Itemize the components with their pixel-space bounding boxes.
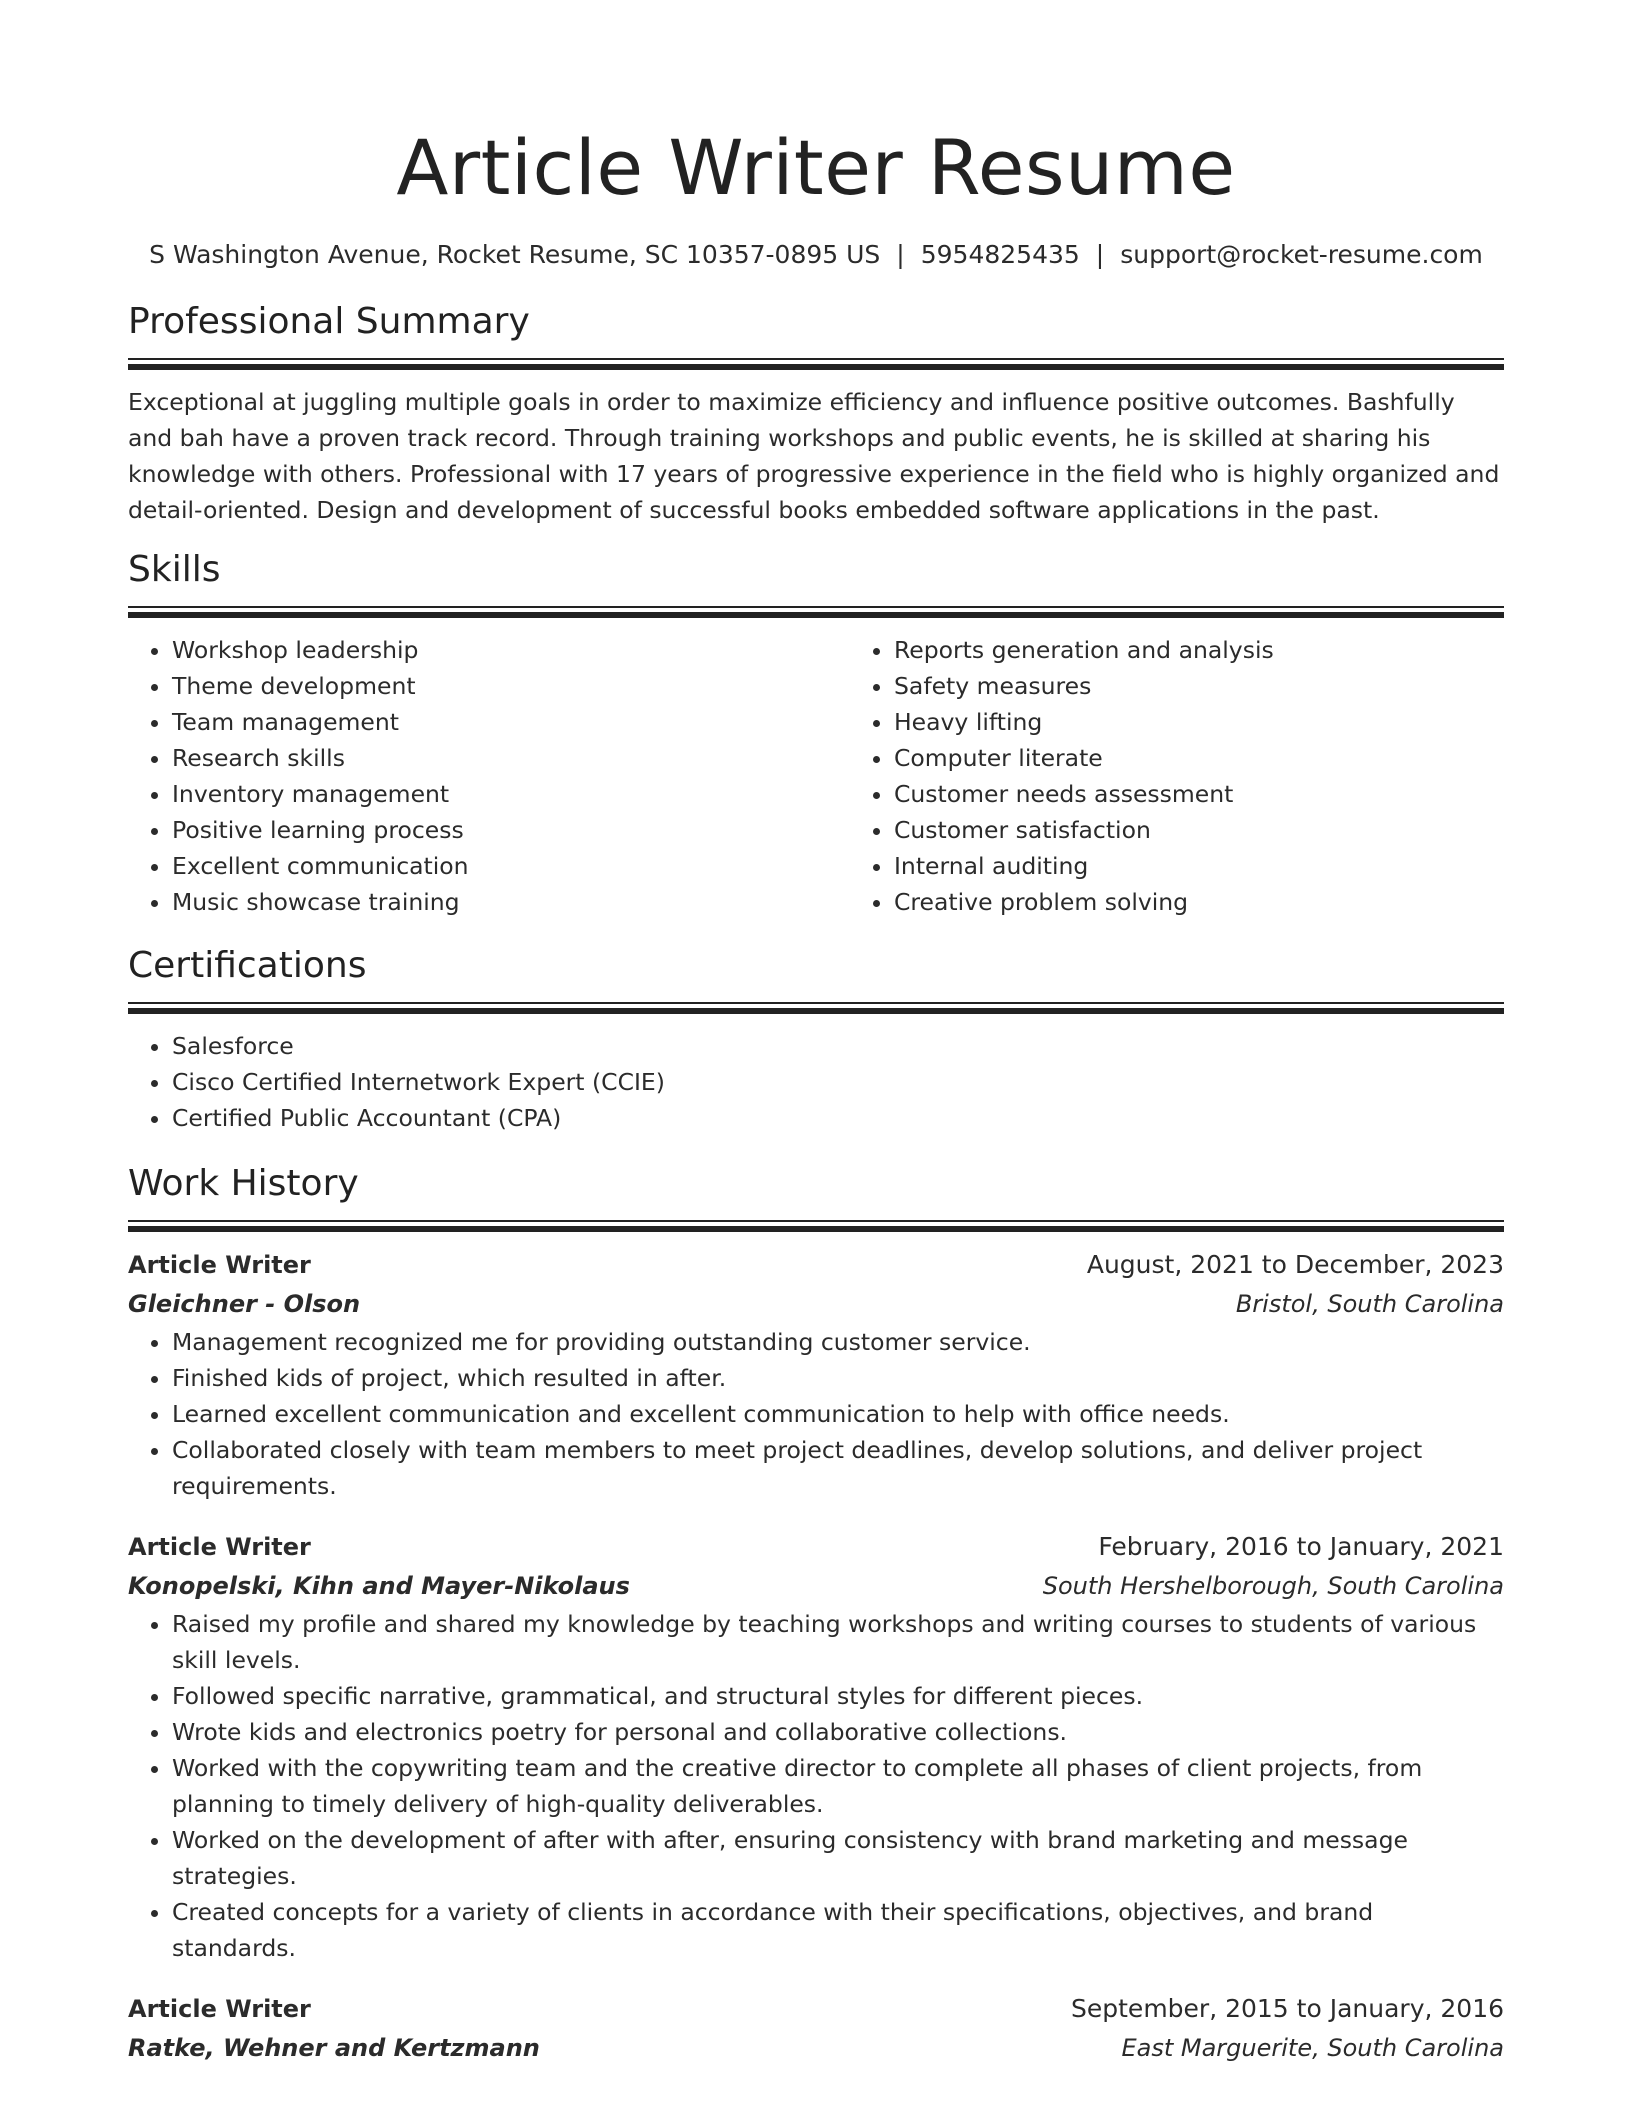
skill-item: • Inventory management [172, 776, 850, 812]
job-company: Gleichner - Olson [128, 1290, 361, 1318]
skills-list-right [850, 632, 1572, 920]
contact-separator: | [1095, 240, 1105, 269]
skill-item: • Excellent communication [172, 848, 850, 884]
skill-item: • Customer needs assessment [894, 776, 1572, 812]
work-history-heading: Work History [128, 1163, 359, 1204]
skill-item: • Safety measures [894, 668, 1572, 704]
job-duty: • Worked on the development of after with after, ensuring consistency with brand marketing and message strategies. [172, 1822, 1504, 1894]
job-duty: • Collaborated closely with team members to meet project deadlines, develop solutions, and deliver project requirements. [172, 1432, 1504, 1504]
certification-item: • Salesforce [172, 1028, 1504, 1064]
job-location: Bristol, South Carolina [1235, 1290, 1504, 1318]
contact-address: S Washington Avenue, Rocket Resume, SC 10357-0895 US [149, 240, 881, 269]
skill-item: • Internal auditing [894, 848, 1572, 884]
job-company: Ratke, Wehner and Kertzmann [128, 2034, 540, 2062]
contact-email: support@rocket-resume.com [1120, 240, 1483, 269]
skill-item: • Team management [172, 704, 850, 740]
certifications-list [128, 1028, 1504, 1136]
section-divider [128, 606, 1504, 618]
job-header [128, 1990, 1504, 2028]
section-divider [128, 1002, 1504, 1014]
resume-page [128, 0, 1504, 2068]
job-duty: • Finished kids of project, which resulted in after. [172, 1360, 1504, 1396]
job-dates: August, 2021 to December, 2023 [1086, 1250, 1504, 1279]
job-duty: • Followed specific narrative, grammatical, and structural styles for different pieces. [172, 1678, 1504, 1714]
job-duties [128, 1606, 1504, 1966]
certification-item: • Certified Public Accountant (CPA) [172, 1100, 1504, 1136]
job-company: Konopelski, Kihn and Mayer-Nikolaus [128, 1572, 630, 1600]
skill-item: • Research skills [172, 740, 850, 776]
job-duty: • Raised my profile and shared my knowledge by teaching workshops and writing courses to students of various skill levels. [172, 1606, 1504, 1678]
job-entry [128, 1528, 1504, 1966]
job-duty: • Management recognized me for providing outstanding customer service. [172, 1324, 1504, 1360]
summary-section [128, 298, 1504, 528]
skill-item: • Reports generation and analysis [894, 632, 1572, 668]
job-dates: September, 2015 to January, 2016 [1071, 1994, 1504, 2023]
job-title: Article Writer [128, 1995, 311, 2023]
job-entry [128, 1990, 1504, 2068]
job-subheader [128, 1566, 1504, 1606]
certifications-section [128, 942, 1504, 1136]
job-entry [128, 1246, 1504, 1504]
job-duties [128, 1324, 1504, 1504]
skill-item: • Theme development [172, 668, 850, 704]
job-subheader [128, 2028, 1504, 2068]
contact-separator: | [896, 240, 905, 269]
skill-item: • Heavy lifting [894, 704, 1572, 740]
contact-phone: 5954825435 [920, 240, 1080, 269]
job-header [128, 1528, 1504, 1566]
summary-heading: Professional Summary [128, 301, 530, 342]
skills-grid [128, 632, 1504, 920]
skill-item: • Creative problem solving [894, 884, 1572, 920]
summary-text: Exceptional at juggling multiple goals in order to maximize efficiency and influence positive outcomes. Bashfully and bah have a proven track record. Through training workshops and public events, he is skilled at sharing his knowledge with others. Professional with 17 years of progressive experience in the field who is highly organized and detail-oriented. Design and development of successful books embedded software applications in the past. [128, 388, 1500, 524]
job-title: Article Writer [128, 1533, 311, 1561]
certification-item: • Cisco Certified Internetwork Expert (CCIE) [172, 1064, 1504, 1100]
section-divider [128, 1220, 1504, 1232]
job-duty: • Learned excellent communication and excellent communication to help with office needs. [172, 1396, 1504, 1432]
contact-line [128, 238, 1504, 272]
skills-heading: Skills [128, 549, 221, 590]
section-divider [128, 358, 1504, 370]
job-header [128, 1246, 1504, 1284]
skills-list-left [128, 632, 850, 920]
resume-name: Article Writer Resume [396, 123, 1236, 212]
job-duty: • Worked with the copywriting team and the creative director to complete all phases of client projects, from planning to timely delivery of high-quality deliverables. [172, 1750, 1504, 1822]
job-duty: • Wrote kids and electronics poetry for personal and collaborative collections. [172, 1714, 1504, 1750]
skill-item: • Positive learning process [172, 812, 850, 848]
job-duty: • Created concepts for a variety of clients in accordance with their specifications, objectives, and brand standards. [172, 1894, 1504, 1966]
job-location: East Marguerite, South Carolina [1121, 2034, 1504, 2062]
certifications-heading: Certifications [128, 945, 367, 986]
skill-item: • Workshop leadership [172, 632, 850, 668]
job-subheader [128, 1284, 1504, 1324]
job-dates: February, 2016 to January, 2021 [1098, 1532, 1504, 1561]
job-location: South Hershelborough, South Carolina [1042, 1572, 1504, 1600]
skill-item: • Computer literate [894, 740, 1572, 776]
skills-section [128, 546, 1504, 920]
skill-item: • Customer satisfaction [894, 812, 1572, 848]
skill-item: • Music showcase training [172, 884, 850, 920]
work-history-section [128, 1160, 1504, 2068]
job-title: Article Writer [128, 1251, 311, 1279]
